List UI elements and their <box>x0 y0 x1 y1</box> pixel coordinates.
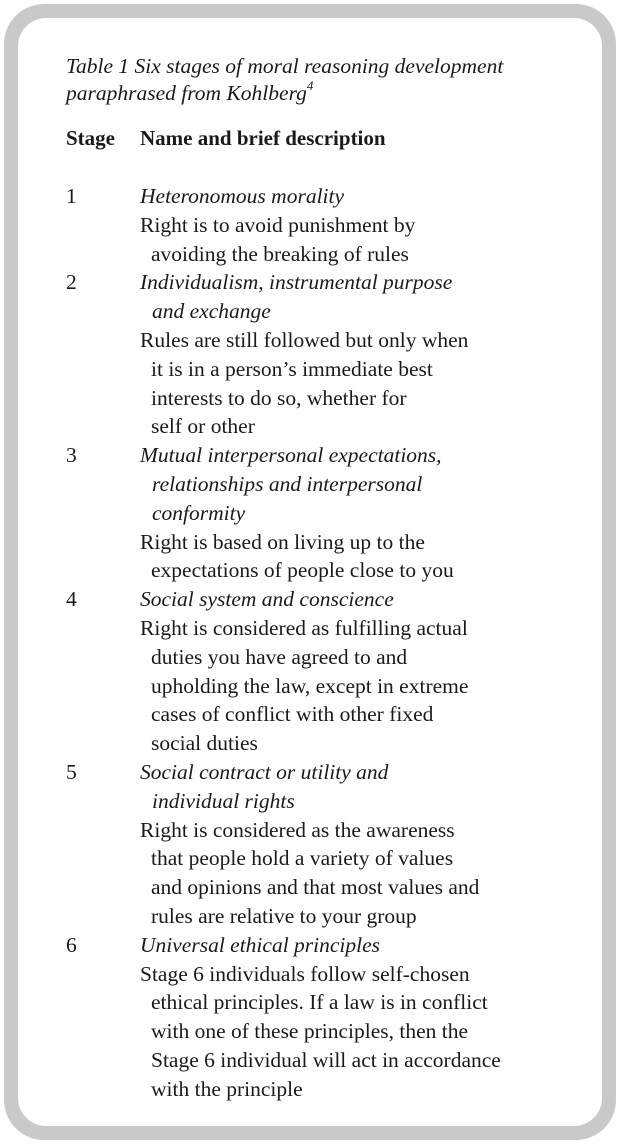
stage-description-line: it is in a person’s immediate best <box>151 356 433 381</box>
stage-content <box>140 758 602 931</box>
table-frame <box>4 4 616 1140</box>
stage-name-line: Individualism, instrumental purpose <box>140 270 453 295</box>
stage-name <box>140 931 602 960</box>
stage-name <box>140 182 602 211</box>
stage-name <box>140 585 602 614</box>
table-row <box>66 585 602 758</box>
stage-description-line: with one of these principles, then the <box>151 1019 469 1044</box>
stage-name-line: Social contract or utility and <box>140 759 389 784</box>
stage-name-line: and exchange <box>152 299 271 324</box>
stage-description-line: with the principle <box>151 1076 303 1101</box>
table-caption <box>66 53 566 107</box>
stage-content <box>140 585 602 758</box>
table-body <box>66 182 602 1104</box>
stage-description-line: Rules are still followed but only when <box>140 327 469 352</box>
stage-description-line: self or other <box>151 414 255 439</box>
table-row <box>66 268 602 441</box>
stage-description <box>140 528 602 586</box>
stage-description <box>140 211 602 269</box>
header-description: Name and brief description <box>140 126 386 150</box>
stage-content <box>140 441 602 585</box>
stage-content <box>140 182 602 268</box>
stage-number: 6 <box>66 932 77 957</box>
stage-description-line: and opinions and that most values and <box>151 875 480 900</box>
stage-description-line: Stage 6 individual will act in accordance <box>151 1047 501 1072</box>
table-header <box>66 123 602 153</box>
stage-description-line: expectations of people close to you <box>151 558 454 583</box>
stage-description-line: Right is considered as the awareness <box>140 817 455 842</box>
stage-name-line: Mutual interpersonal expectations, <box>140 443 442 468</box>
caption-reference: 4 <box>306 78 314 93</box>
stage-number: 4 <box>66 587 77 612</box>
stage-description-line: Right is to avoid punishment by <box>140 212 416 237</box>
stage-name <box>140 268 602 326</box>
stage-description <box>140 960 602 1104</box>
stage-description-line: Right is considered as fulfilling actual <box>140 615 468 640</box>
stage-number: 5 <box>66 759 77 784</box>
stage-description-line: rules are relative to your group <box>151 903 417 928</box>
stage-name-line: Heteronomous morality <box>140 184 345 208</box>
stage-name-line: individual rights <box>152 788 295 813</box>
stage-description <box>140 614 602 758</box>
stage-description <box>140 816 602 931</box>
stage-name-line: relationships and interpersonal <box>152 471 423 496</box>
header-stage: Stage <box>66 126 115 150</box>
stage-description-line: avoiding the breaking of rules <box>151 241 409 266</box>
stage-name <box>140 758 602 816</box>
stage-number: 3 <box>66 443 77 468</box>
stage-description-line: ethical principles. If a law is in conflict <box>151 990 488 1015</box>
stage-description-line: Right is based on living up to the <box>140 529 425 554</box>
caption-line-1: Table 1 Six stages of moral reasoning development <box>66 54 504 78</box>
caption-line-2: paraphrased from Kohlberg <box>66 81 307 105</box>
stage-description-line: upholding the law, except in extreme <box>151 673 469 698</box>
stage-description-line: Stage 6 individuals follow self-chosen <box>140 961 470 986</box>
stage-description <box>140 326 602 441</box>
stage-name-line: conformity <box>152 500 246 525</box>
stage-content <box>140 268 602 441</box>
table-row <box>66 182 602 268</box>
stage-name-line: Universal ethical principles <box>140 932 381 957</box>
table-row <box>66 931 602 1104</box>
stage-number: 2 <box>66 270 77 295</box>
stage-name <box>140 441 602 527</box>
stage-description-line: that people hold a variety of values <box>151 846 454 871</box>
stage-description-line: social duties <box>151 731 258 756</box>
stage-description-line: duties you have agreed to and <box>151 644 408 669</box>
stage-number: 1 <box>66 184 77 208</box>
stage-description-line: interests to do so, whether for <box>151 385 407 410</box>
stage-description-line: cases of conflict with other fixed <box>151 702 434 727</box>
table-row <box>66 758 602 931</box>
stage-name-line: Social system and conscience <box>140 587 394 612</box>
table-card <box>18 18 602 1126</box>
stage-content <box>140 931 602 1104</box>
table-row <box>66 441 602 585</box>
